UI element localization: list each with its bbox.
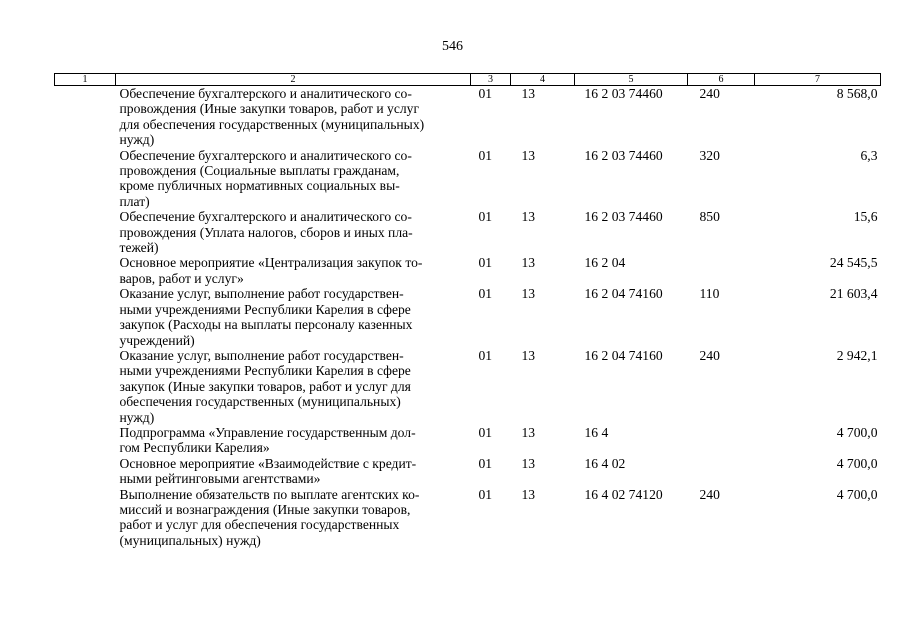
header-col-5: 5 [575, 74, 688, 86]
row-name-line: ными рейтинговыми агентствами» [119, 471, 321, 487]
row-name-line: ными учреждениями Республики Карелия в сфере [119, 301, 411, 317]
row-section-cell: 01 [478, 147, 493, 163]
row-number-cell [55, 456, 116, 487]
table-row [55, 487, 881, 549]
header-col-2: 2 [116, 74, 471, 86]
row-name-cell [116, 456, 471, 487]
row-section-cell: 01 [478, 286, 493, 302]
row-name-line: для обеспечения государственных (муниципальных) [119, 116, 425, 132]
table-row [55, 286, 881, 348]
row-name-cell [116, 209, 471, 255]
row-name-line: нужд) [119, 409, 155, 425]
row-number-cell [55, 86, 116, 148]
row-name-line: провождения (Социальные выплаты гражданам, [119, 163, 400, 179]
row-name-cell [116, 255, 471, 286]
table-row [55, 209, 881, 255]
row-subsection-cell: 13 [521, 86, 536, 101]
row-amount-cell: 6,3 [860, 147, 878, 163]
row-number-cell [55, 425, 116, 456]
row-number-cell [55, 487, 116, 549]
row-name-cell [116, 148, 471, 210]
row-amount-cell: 15,6 [853, 209, 878, 225]
row-name-line: Основное мероприятие «Взаимодействие с кредит- [119, 455, 417, 471]
row-name-line: Обеспечение бухгалтерского и аналитического со- [119, 86, 412, 101]
row-number-cell [55, 209, 116, 255]
table-row [55, 456, 881, 487]
row-amount-cell: 21 603,4 [829, 286, 878, 302]
row-name-cell [116, 425, 471, 456]
row-section-cell: 01 [478, 347, 493, 363]
row-expense-type-cell: 240 [699, 86, 720, 101]
row-subsection-cell: 13 [521, 455, 536, 471]
header-col-3: 3 [471, 74, 511, 86]
header-col-7: 7 [755, 74, 881, 86]
row-name-line: гом Республики Карелия» [119, 440, 270, 456]
row-expense-type-cell [688, 456, 755, 487]
row-subsection-cell: 13 [521, 286, 536, 302]
row-name-line: нужд) [119, 132, 155, 148]
row-name-line: работ и услуг для обеспечения государственных [119, 517, 400, 533]
row-expense-type-cell: 320 [699, 147, 720, 163]
row-name-line: Оказание услуг, выполнение работ государствен- [119, 286, 404, 302]
row-section-cell: 01 [478, 455, 493, 471]
row-amount-cell: 8 568,0 [836, 86, 878, 101]
row-amount-cell: 24 545,5 [829, 255, 878, 271]
row-name-line: плат) [119, 193, 150, 209]
row-expense-type-cell: 850 [699, 209, 720, 225]
row-name-line: Основное мероприятие «Централизация закупок то- [119, 255, 423, 271]
header-row [55, 74, 881, 86]
table-row [55, 148, 881, 210]
table-row [55, 348, 881, 425]
row-name-line: провождения (Уплата налогов, сборов и иных пла- [119, 224, 413, 240]
row-amount-cell: 4 700,0 [836, 455, 878, 471]
row-number-cell [55, 348, 116, 425]
table-header [55, 74, 881, 86]
budget-table [54, 73, 881, 548]
row-target-code-cell: 16 2 04 74160 [584, 347, 663, 363]
row-name-line: тежей) [119, 240, 159, 256]
row-section-cell: 01 [478, 255, 493, 271]
row-target-code-cell: 16 2 04 [584, 255, 626, 271]
row-name-cell [116, 286, 471, 348]
row-expense-type-cell [688, 425, 755, 456]
row-name-line: Оказание услуг, выполнение работ государствен- [119, 347, 404, 363]
row-name-line: Подпрограмма «Управление государственным дол- [119, 424, 416, 440]
row-subsection-cell: 13 [521, 486, 536, 502]
row-name-cell [116, 487, 471, 549]
table-row [55, 255, 881, 286]
row-name-line: Обеспечение бухгалтерского и аналитического со- [119, 147, 412, 163]
row-name-line: обеспечения государственных (муниципальных) [119, 394, 401, 410]
header-col-1: 1 [55, 74, 116, 86]
header-col-4: 4 [511, 74, 575, 86]
row-name-line: закупок (Иные закупки товаров, работ и услуг для [119, 378, 411, 394]
row-subsection-cell: 13 [521, 209, 536, 225]
row-subsection-cell: 13 [521, 347, 536, 363]
row-target-code-cell: 16 2 04 74160 [584, 286, 663, 302]
row-target-code-cell: 16 4 02 [584, 455, 626, 471]
row-name-line: (муниципальных) нужд) [119, 532, 261, 548]
row-name-line: миссий и вознаграждения (Иные закупки товаров, [119, 501, 411, 517]
row-section-cell: 01 [478, 86, 493, 101]
table-row [55, 86, 881, 148]
row-subsection-cell: 13 [521, 255, 536, 271]
row-name-line: Выполнение обязательств по выплате агентских ко- [119, 486, 420, 502]
row-target-code-cell: 16 4 [584, 424, 609, 440]
row-target-code-cell: 16 2 03 74460 [584, 209, 663, 225]
row-name-cell [116, 86, 471, 148]
row-expense-type-cell: 110 [699, 286, 720, 302]
row-expense-type-cell: 240 [699, 347, 720, 363]
row-amount-cell: 4 700,0 [836, 486, 878, 502]
row-name-line: варов, работ и услуг» [119, 270, 244, 286]
row-section-cell: 01 [478, 424, 493, 440]
row-expense-type-cell: 240 [699, 486, 720, 502]
row-name-line: ными учреждениями Республики Карелия в сфере [119, 363, 411, 379]
row-target-code-cell: 16 2 03 74460 [584, 147, 663, 163]
row-subsection-cell: 13 [521, 424, 536, 440]
row-target-code-cell: 16 4 02 74120 [584, 486, 663, 502]
row-name-line: учреждений) [119, 332, 195, 348]
header-col-6: 6 [688, 74, 755, 86]
row-name-cell [116, 348, 471, 425]
row-target-code-cell: 16 2 03 74460 [584, 86, 663, 101]
row-name-line: закупок (Расходы на выплаты персоналу казенных [119, 317, 413, 333]
row-section-cell: 01 [478, 209, 493, 225]
row-section-cell: 01 [478, 486, 493, 502]
row-number-cell [55, 286, 116, 348]
row-name-line: провождения (Иные закупки товаров, работ и услуг [119, 101, 420, 117]
row-number-cell [55, 255, 116, 286]
row-name-line: Обеспечение бухгалтерского и аналитического со- [119, 209, 412, 225]
row-name-line: кроме публичных нормативных социальных вы- [119, 178, 400, 194]
row-expense-type-cell [688, 255, 755, 286]
table-body [55, 86, 881, 549]
row-subsection-cell: 13 [521, 147, 536, 163]
table-row [55, 425, 881, 456]
row-amount-cell: 4 700,0 [836, 424, 878, 440]
page-number: 546 [442, 39, 463, 54]
row-amount-cell: 2 942,1 [836, 347, 878, 363]
row-number-cell [55, 148, 116, 210]
